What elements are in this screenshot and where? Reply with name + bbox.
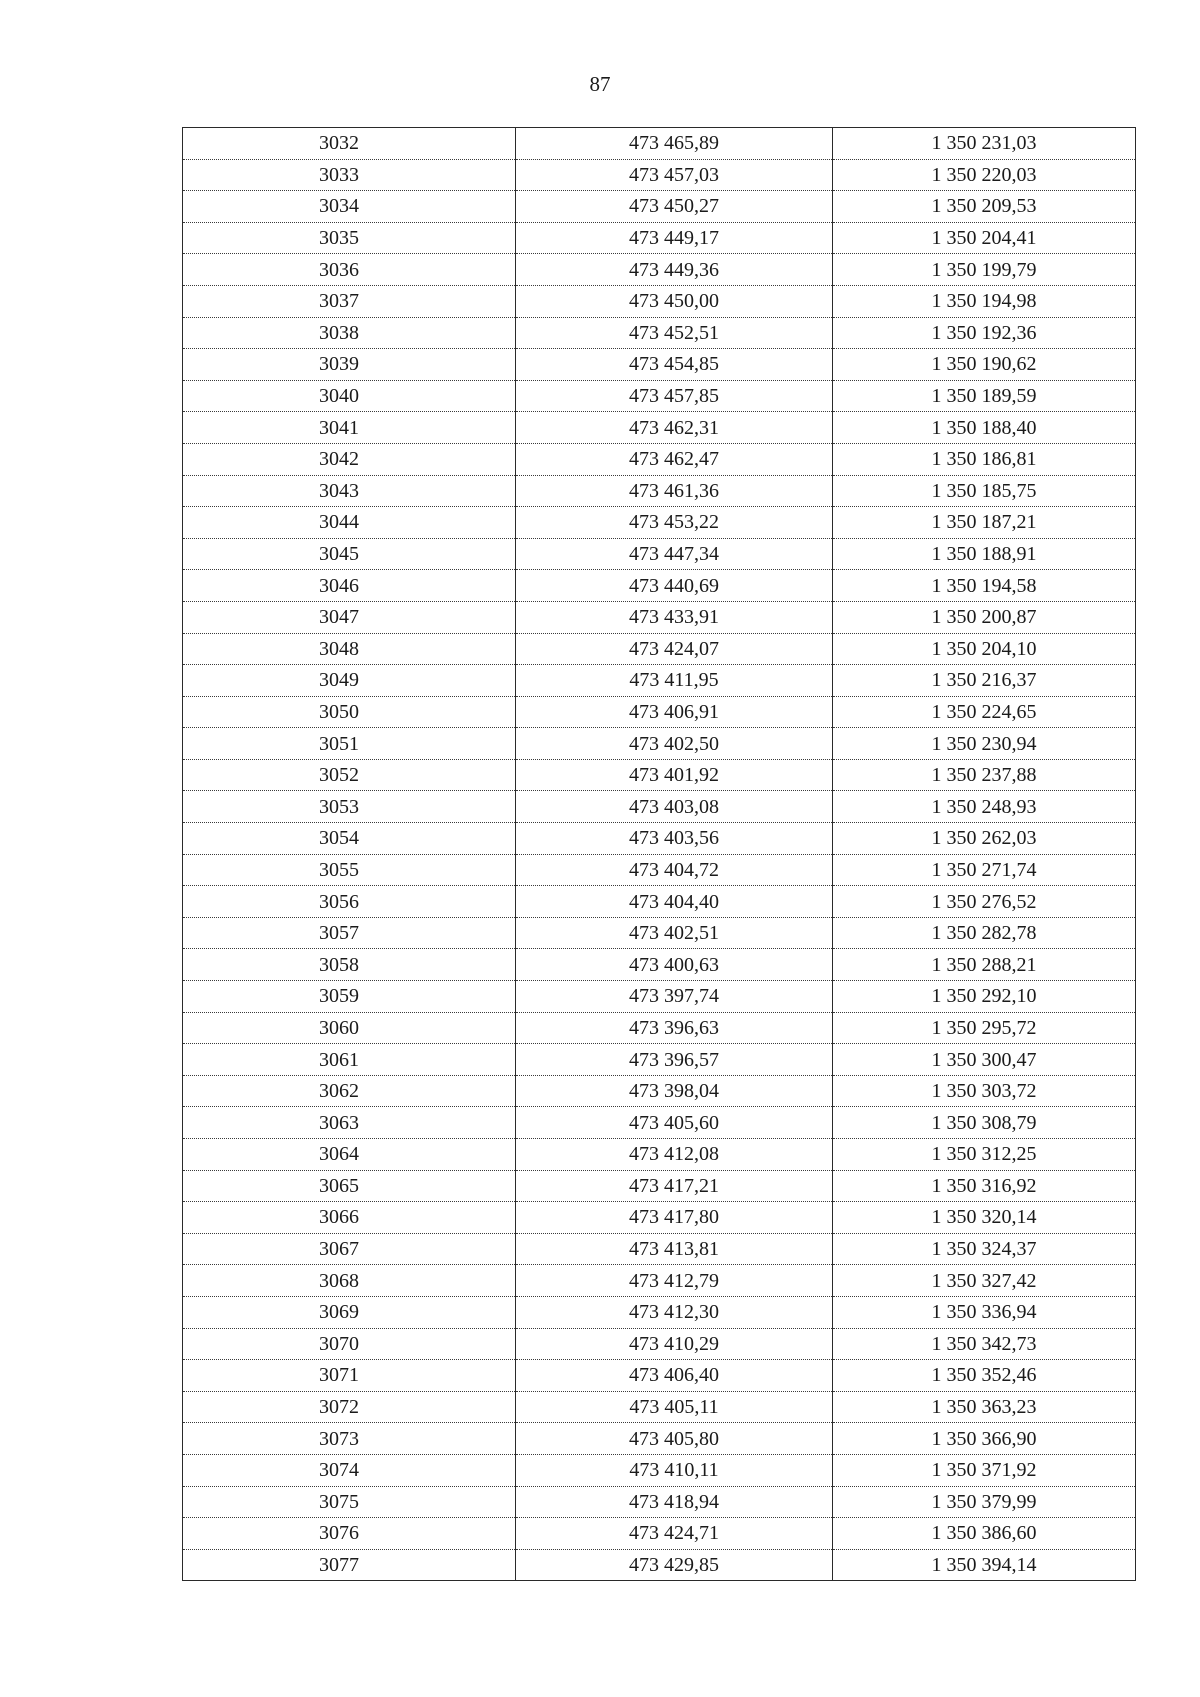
x-coordinate-cell: 473 412,79 bbox=[516, 1265, 833, 1297]
x-coordinate-cell: 473 404,40 bbox=[516, 886, 833, 918]
table-row bbox=[183, 1139, 1136, 1171]
point-number-cell: 3074 bbox=[183, 1454, 516, 1486]
x-coordinate-cell: 473 406,40 bbox=[516, 1360, 833, 1392]
point-number-cell: 3050 bbox=[183, 696, 516, 728]
y-coordinate-cell: 1 350 288,21 bbox=[833, 949, 1136, 981]
y-coordinate-cell: 1 350 186,81 bbox=[833, 443, 1136, 475]
x-coordinate-cell: 473 405,11 bbox=[516, 1391, 833, 1423]
y-coordinate-cell: 1 350 327,42 bbox=[833, 1265, 1136, 1297]
table-row bbox=[183, 1012, 1136, 1044]
table-row bbox=[183, 570, 1136, 602]
table-row bbox=[183, 254, 1136, 286]
y-coordinate-cell: 1 350 204,41 bbox=[833, 222, 1136, 254]
x-coordinate-cell: 473 404,72 bbox=[516, 854, 833, 886]
x-coordinate-cell: 473 403,08 bbox=[516, 791, 833, 823]
point-number-cell: 3045 bbox=[183, 538, 516, 570]
table-row bbox=[183, 981, 1136, 1013]
x-coordinate-cell: 473 417,80 bbox=[516, 1202, 833, 1234]
table-row bbox=[183, 1423, 1136, 1455]
x-coordinate-cell: 473 461,36 bbox=[516, 475, 833, 507]
x-coordinate-cell: 473 406,91 bbox=[516, 696, 833, 728]
y-coordinate-cell: 1 350 324,37 bbox=[833, 1233, 1136, 1265]
point-number-cell: 3066 bbox=[183, 1202, 516, 1234]
x-coordinate-cell: 473 429,85 bbox=[516, 1549, 833, 1581]
table-row bbox=[183, 349, 1136, 381]
y-coordinate-cell: 1 350 320,14 bbox=[833, 1202, 1136, 1234]
point-number-cell: 3064 bbox=[183, 1139, 516, 1171]
x-coordinate-cell: 473 450,00 bbox=[516, 285, 833, 317]
x-coordinate-cell: 473 465,89 bbox=[516, 128, 833, 160]
point-number-cell: 3068 bbox=[183, 1265, 516, 1297]
point-number-cell: 3048 bbox=[183, 633, 516, 665]
y-coordinate-cell: 1 350 187,21 bbox=[833, 507, 1136, 539]
table-row bbox=[183, 1202, 1136, 1234]
table-row bbox=[183, 728, 1136, 760]
x-coordinate-cell: 473 433,91 bbox=[516, 601, 833, 633]
point-number-cell: 3058 bbox=[183, 949, 516, 981]
y-coordinate-cell: 1 350 189,59 bbox=[833, 380, 1136, 412]
point-number-cell: 3040 bbox=[183, 380, 516, 412]
table-row bbox=[183, 507, 1136, 539]
x-coordinate-cell: 473 450,27 bbox=[516, 191, 833, 223]
x-coordinate-cell: 473 417,21 bbox=[516, 1170, 833, 1202]
x-coordinate-cell: 473 454,85 bbox=[516, 349, 833, 381]
point-number-cell: 3042 bbox=[183, 443, 516, 475]
point-number-cell: 3032 bbox=[183, 128, 516, 160]
x-coordinate-cell: 473 402,51 bbox=[516, 917, 833, 949]
table-row bbox=[183, 823, 1136, 855]
y-coordinate-cell: 1 350 230,94 bbox=[833, 728, 1136, 760]
point-number-cell: 3051 bbox=[183, 728, 516, 760]
y-coordinate-cell: 1 350 303,72 bbox=[833, 1075, 1136, 1107]
table-row bbox=[183, 1549, 1136, 1581]
y-coordinate-cell: 1 350 224,65 bbox=[833, 696, 1136, 728]
x-coordinate-cell: 473 400,63 bbox=[516, 949, 833, 981]
y-coordinate-cell: 1 350 342,73 bbox=[833, 1328, 1136, 1360]
table-row bbox=[183, 1075, 1136, 1107]
y-coordinate-cell: 1 350 386,60 bbox=[833, 1518, 1136, 1550]
table-row bbox=[183, 1486, 1136, 1518]
point-number-cell: 3044 bbox=[183, 507, 516, 539]
x-coordinate-cell: 473 412,08 bbox=[516, 1139, 833, 1171]
x-coordinate-cell: 473 462,47 bbox=[516, 443, 833, 475]
table-row bbox=[183, 1296, 1136, 1328]
y-coordinate-cell: 1 350 366,90 bbox=[833, 1423, 1136, 1455]
x-coordinate-cell: 473 418,94 bbox=[516, 1486, 833, 1518]
point-number-cell: 3060 bbox=[183, 1012, 516, 1044]
point-number-cell: 3053 bbox=[183, 791, 516, 823]
x-coordinate-cell: 473 402,50 bbox=[516, 728, 833, 760]
point-number-cell: 3077 bbox=[183, 1549, 516, 1581]
x-coordinate-cell: 473 457,85 bbox=[516, 380, 833, 412]
y-coordinate-cell: 1 350 209,53 bbox=[833, 191, 1136, 223]
point-number-cell: 3054 bbox=[183, 823, 516, 855]
point-number-cell: 3071 bbox=[183, 1360, 516, 1392]
y-coordinate-cell: 1 350 292,10 bbox=[833, 981, 1136, 1013]
table-row bbox=[183, 633, 1136, 665]
y-coordinate-cell: 1 350 248,93 bbox=[833, 791, 1136, 823]
x-coordinate-cell: 473 396,57 bbox=[516, 1044, 833, 1076]
point-number-cell: 3049 bbox=[183, 665, 516, 697]
x-coordinate-cell: 473 410,11 bbox=[516, 1454, 833, 1486]
point-number-cell: 3076 bbox=[183, 1518, 516, 1550]
x-coordinate-cell: 473 453,22 bbox=[516, 507, 833, 539]
table-row bbox=[183, 317, 1136, 349]
x-coordinate-cell: 473 397,74 bbox=[516, 981, 833, 1013]
x-coordinate-cell: 473 457,03 bbox=[516, 159, 833, 191]
y-coordinate-cell: 1 350 192,36 bbox=[833, 317, 1136, 349]
point-number-cell: 3036 bbox=[183, 254, 516, 286]
table-row bbox=[183, 222, 1136, 254]
x-coordinate-cell: 473 405,60 bbox=[516, 1107, 833, 1139]
y-coordinate-cell: 1 350 231,03 bbox=[833, 128, 1136, 160]
point-number-cell: 3072 bbox=[183, 1391, 516, 1423]
point-number-cell: 3069 bbox=[183, 1296, 516, 1328]
y-coordinate-cell: 1 350 188,91 bbox=[833, 538, 1136, 570]
x-coordinate-cell: 473 411,95 bbox=[516, 665, 833, 697]
table-row bbox=[183, 665, 1136, 697]
point-number-cell: 3067 bbox=[183, 1233, 516, 1265]
point-number-cell: 3070 bbox=[183, 1328, 516, 1360]
x-coordinate-cell: 473 449,17 bbox=[516, 222, 833, 254]
x-coordinate-cell: 473 462,31 bbox=[516, 412, 833, 444]
y-coordinate-cell: 1 350 216,37 bbox=[833, 665, 1136, 697]
point-number-cell: 3073 bbox=[183, 1423, 516, 1455]
x-coordinate-cell: 473 403,56 bbox=[516, 823, 833, 855]
point-number-cell: 3052 bbox=[183, 759, 516, 791]
y-coordinate-cell: 1 350 190,62 bbox=[833, 349, 1136, 381]
table-row bbox=[183, 759, 1136, 791]
x-coordinate-cell: 473 452,51 bbox=[516, 317, 833, 349]
table-row bbox=[183, 191, 1136, 223]
table-row bbox=[183, 949, 1136, 981]
page-number: 87 bbox=[589, 72, 611, 96]
point-number-cell: 3033 bbox=[183, 159, 516, 191]
y-coordinate-cell: 1 350 200,87 bbox=[833, 601, 1136, 633]
y-coordinate-cell: 1 350 276,52 bbox=[833, 886, 1136, 918]
point-number-cell: 3043 bbox=[183, 475, 516, 507]
point-number-cell: 3062 bbox=[183, 1075, 516, 1107]
table-row bbox=[183, 791, 1136, 823]
point-number-cell: 3059 bbox=[183, 981, 516, 1013]
point-number-cell: 3075 bbox=[183, 1486, 516, 1518]
table-row bbox=[183, 1391, 1136, 1423]
x-coordinate-cell: 473 440,69 bbox=[516, 570, 833, 602]
table-row bbox=[183, 917, 1136, 949]
x-coordinate-cell: 473 398,04 bbox=[516, 1075, 833, 1107]
table-row bbox=[183, 380, 1136, 412]
table-row bbox=[183, 1233, 1136, 1265]
table-row bbox=[183, 1328, 1136, 1360]
y-coordinate-cell: 1 350 316,92 bbox=[833, 1170, 1136, 1202]
point-number-cell: 3035 bbox=[183, 222, 516, 254]
point-number-cell: 3061 bbox=[183, 1044, 516, 1076]
coordinate-table bbox=[182, 127, 1136, 1581]
table-row bbox=[183, 128, 1136, 160]
table-row bbox=[183, 443, 1136, 475]
y-coordinate-cell: 1 350 394,14 bbox=[833, 1549, 1136, 1581]
point-number-cell: 3055 bbox=[183, 854, 516, 886]
point-number-cell: 3046 bbox=[183, 570, 516, 602]
coordinate-table-body bbox=[183, 128, 1136, 1581]
point-number-cell: 3034 bbox=[183, 191, 516, 223]
y-coordinate-cell: 1 350 194,58 bbox=[833, 570, 1136, 602]
table-row bbox=[183, 285, 1136, 317]
y-coordinate-cell: 1 350 352,46 bbox=[833, 1360, 1136, 1392]
y-coordinate-cell: 1 350 379,99 bbox=[833, 1486, 1136, 1518]
y-coordinate-cell: 1 350 237,88 bbox=[833, 759, 1136, 791]
y-coordinate-cell: 1 350 204,10 bbox=[833, 633, 1136, 665]
point-number-cell: 3063 bbox=[183, 1107, 516, 1139]
y-coordinate-cell: 1 350 363,23 bbox=[833, 1391, 1136, 1423]
y-coordinate-cell: 1 350 262,03 bbox=[833, 823, 1136, 855]
x-coordinate-cell: 473 412,30 bbox=[516, 1296, 833, 1328]
table-row bbox=[183, 538, 1136, 570]
table-row bbox=[183, 1107, 1136, 1139]
x-coordinate-cell: 473 410,29 bbox=[516, 1328, 833, 1360]
table-row bbox=[183, 1265, 1136, 1297]
point-number-cell: 3038 bbox=[183, 317, 516, 349]
table-row bbox=[183, 475, 1136, 507]
y-coordinate-cell: 1 350 220,03 bbox=[833, 159, 1136, 191]
y-coordinate-cell: 1 350 188,40 bbox=[833, 412, 1136, 444]
table-row bbox=[183, 1454, 1136, 1486]
point-number-cell: 3065 bbox=[183, 1170, 516, 1202]
table-row bbox=[183, 412, 1136, 444]
table-row bbox=[183, 159, 1136, 191]
point-number-cell: 3039 bbox=[183, 349, 516, 381]
y-coordinate-cell: 1 350 336,94 bbox=[833, 1296, 1136, 1328]
x-coordinate-cell: 473 401,92 bbox=[516, 759, 833, 791]
point-number-cell: 3037 bbox=[183, 285, 516, 317]
table-row bbox=[183, 696, 1136, 728]
y-coordinate-cell: 1 350 185,75 bbox=[833, 475, 1136, 507]
table-row bbox=[183, 1170, 1136, 1202]
table-row bbox=[183, 1044, 1136, 1076]
y-coordinate-cell: 1 350 300,47 bbox=[833, 1044, 1136, 1076]
table-row bbox=[183, 1518, 1136, 1550]
y-coordinate-cell: 1 350 295,72 bbox=[833, 1012, 1136, 1044]
x-coordinate-cell: 473 424,07 bbox=[516, 633, 833, 665]
point-number-cell: 3041 bbox=[183, 412, 516, 444]
y-coordinate-cell: 1 350 194,98 bbox=[833, 285, 1136, 317]
y-coordinate-cell: 1 350 371,92 bbox=[833, 1454, 1136, 1486]
point-number-cell: 3057 bbox=[183, 917, 516, 949]
x-coordinate-cell: 473 413,81 bbox=[516, 1233, 833, 1265]
y-coordinate-cell: 1 350 312,25 bbox=[833, 1139, 1136, 1171]
x-coordinate-cell: 473 424,71 bbox=[516, 1518, 833, 1550]
table-row bbox=[183, 1360, 1136, 1392]
x-coordinate-cell: 473 396,63 bbox=[516, 1012, 833, 1044]
y-coordinate-cell: 1 350 199,79 bbox=[833, 254, 1136, 286]
x-coordinate-cell: 473 447,34 bbox=[516, 538, 833, 570]
y-coordinate-cell: 1 350 308,79 bbox=[833, 1107, 1136, 1139]
table-row bbox=[183, 854, 1136, 886]
table-row bbox=[183, 886, 1136, 918]
point-number-cell: 3056 bbox=[183, 886, 516, 918]
x-coordinate-cell: 473 449,36 bbox=[516, 254, 833, 286]
y-coordinate-cell: 1 350 271,74 bbox=[833, 854, 1136, 886]
table-row bbox=[183, 601, 1136, 633]
y-coordinate-cell: 1 350 282,78 bbox=[833, 917, 1136, 949]
point-number-cell: 3047 bbox=[183, 601, 516, 633]
x-coordinate-cell: 473 405,80 bbox=[516, 1423, 833, 1455]
